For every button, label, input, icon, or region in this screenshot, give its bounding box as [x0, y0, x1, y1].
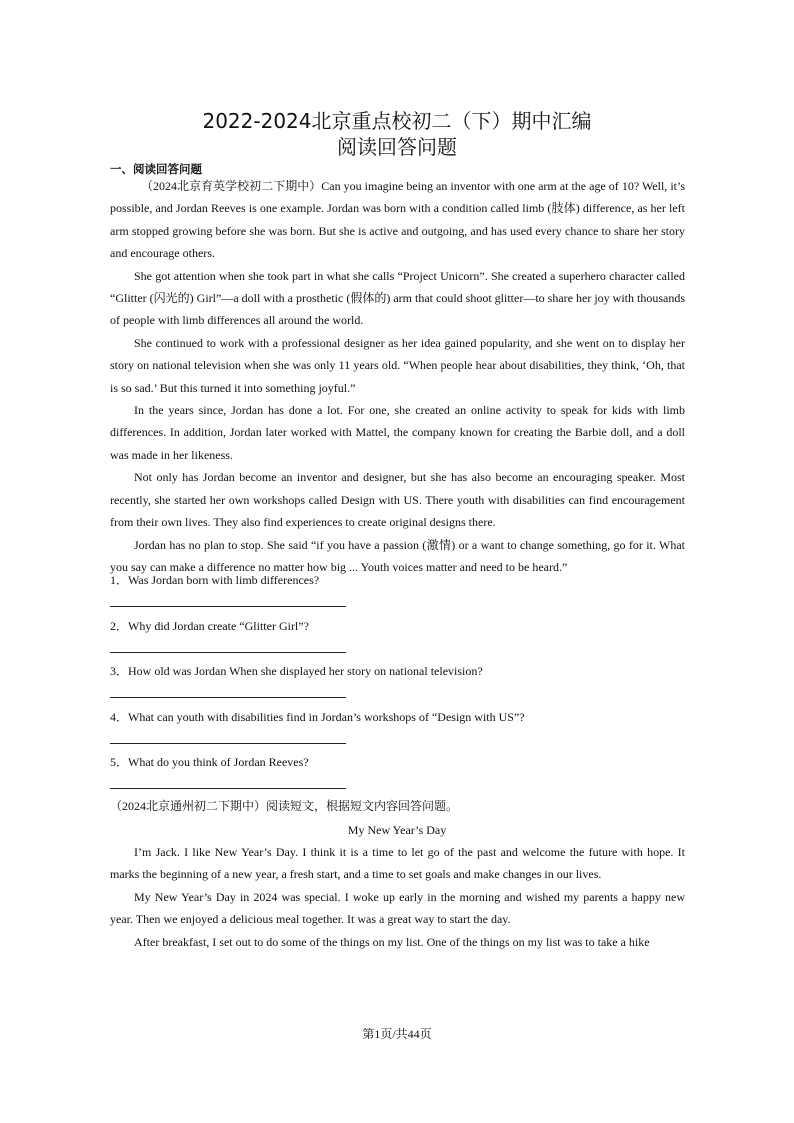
- section-heading: 一、阅读回答问题: [110, 162, 202, 176]
- answer-line[interactable]: [110, 788, 346, 789]
- answer-line[interactable]: [110, 606, 346, 607]
- page-number-footer: 第1页/共44页: [362, 1027, 432, 1041]
- question-item: [110, 660, 685, 706]
- question-text: 5．What do you think of Jordan Reeves?: [110, 755, 309, 769]
- answer-line[interactable]: [110, 697, 346, 698]
- passage-1-paragraph: She got attention when she took part in what she calls “Project Unicorn”. She created a superhero character called “Glitter (闪光的) Girl”—a doll with a prosthetic (假体的) arm that could shoot glitter—to share her joy with thousands of people with limb differences all around the world.: [110, 268, 685, 328]
- question-text: 1．Was Jordan born with limb differences?: [110, 573, 320, 587]
- passage-2-paragraph: I’m Jack. I like New Year’s Day. I think it is a time to let go of the past and welcome the future with hope. It marks the beginning of a new year, a fresh start, and a time to set goals and make changes in our lives.: [110, 845, 685, 882]
- passage-1-paragraph: In the years since, Jordan has done a lot. For one, she created an online activity to speak for kids with limb differences. In addition, Jordan later worked with Mattel, the company known for creating the Barbie doll, and a doll was made in her likeness.: [110, 403, 685, 462]
- answer-line[interactable]: [110, 652, 346, 653]
- question-item: [110, 751, 685, 797]
- passage-1-paragraph: Jordan has no plan to stop. She said “if you have a passion (激情) or a want to change something, go for it. What you say can make a difference no matter how big ... Youth voices matter and need to be heard.”: [110, 537, 685, 574]
- passage-2: [110, 841, 685, 953]
- question-item: [110, 615, 685, 661]
- passage-2-title: My New Year’s Day: [347, 823, 447, 837]
- document-title-line1: 2022-2024北京重点校初二（下）期中汇编: [202, 109, 592, 133]
- question-text: 3．How old was Jordan When she displayed her story on national television?: [110, 664, 483, 678]
- passage-1: [110, 175, 685, 578]
- question-text: 2．Why did Jordan create “Glitter Girl”?: [110, 618, 309, 633]
- question-item: [110, 706, 685, 752]
- passage-1-paragraph: Not only has Jordan become an inventor and designer, but she has also become an encouraging speaker. Most recently, she started her own workshops called Design with US. There youth with disabilities can find encouragement from their own lives. They also find experiences to create original designs there.: [110, 470, 685, 530]
- passage-2-paragraph: My New Year’s Day in 2024 was special. I woke up early in the morning and wished my parents a happy new year. Then we enjoyed a delicious meal together. It was a great way to start the day.: [110, 889, 685, 927]
- passage-1-paragraph: （2024北京育英学校初二下期中）Can you imagine being an inventor with one arm at the age of 10? Well, it’s possible, and Jordan Reeves is one example. Jordan was born with a condition called limb (肢体) difference, as her left arm stopped growing before she was born. But she is active and outgoing, and has used every chance to share her story and encourage others.: [110, 179, 685, 261]
- question-item: [110, 569, 685, 615]
- passage-1-paragraph: She continued to work with a professional designer as her idea gained popularity, and she went on to display her story on national television when she was only 11 years old. “When people hear about disabilities, they think, ‘Oh, that is so sad.’ But this turned it into something joyful.”: [110, 335, 685, 395]
- answer-line[interactable]: [110, 743, 346, 744]
- question-list: [110, 569, 685, 797]
- document-title-line2: 阅读回答问题: [337, 135, 457, 159]
- passage-2-paragraph: After breakfast, I set out to do some of the things on my list. One of the things on my list was to take a hike: [134, 934, 650, 949]
- question-text: 4．What can youth with disabilities find in Jordan’s workshops of “Design with US”?: [110, 709, 525, 724]
- passage-2-source-line: （2024北京通州初二下期中）阅读短文，根据短文内容回答问题。: [110, 799, 459, 813]
